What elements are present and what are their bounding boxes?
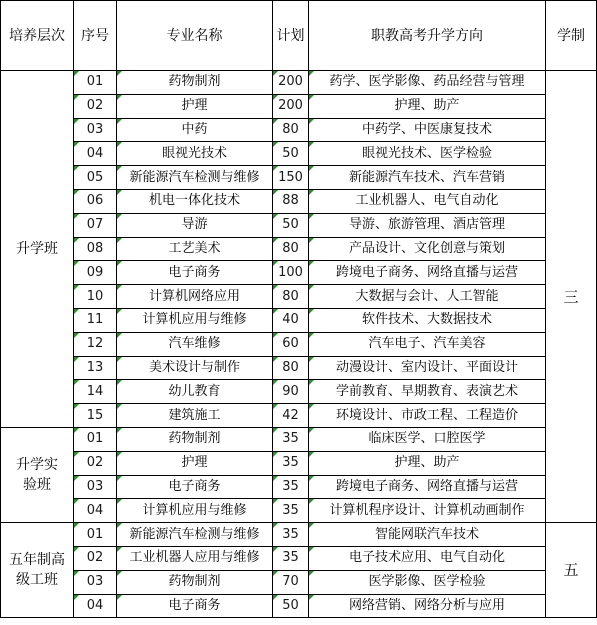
table-row [1,570,597,594]
direction-cell: 中药学、中医康复技术 [309,118,546,142]
plan-cell: 35 [273,546,309,570]
table-row [1,523,597,547]
major-cell: 汽车维修 [117,332,273,356]
plan-cell: 80 [273,356,309,380]
plan-cell: 150 [273,166,309,190]
plan-cell: 35 [273,451,309,475]
seq-cell: 01 [74,523,117,547]
header-seq: 序号 [74,1,117,71]
major-cell: 计算机应用与维修 [117,308,273,332]
direction-cell: 汽车电子、汽车美容 [309,332,546,356]
direction-cell: 网络营销、网络分析与应用 [309,594,546,618]
table-row [1,332,597,356]
direction-cell: 动漫设计、室内设计、平面设计 [309,356,546,380]
major-cell: 建筑施工 [117,404,273,428]
direction-cell: 软件技术、大数据技术 [309,308,546,332]
header-major: 专业名称 [117,1,273,71]
plan-cell: 35 [273,523,309,547]
seq-cell: 02 [74,546,117,570]
plan-cell: 80 [273,237,309,261]
table-header-row [1,1,597,71]
seq-cell: 02 [74,94,117,118]
table-row [1,94,597,118]
direction-cell: 药学、医学影像、药品经营与管理 [309,71,546,95]
plan-cell: 60 [273,332,309,356]
direction-cell: 智能网联汽车技术 [309,523,546,547]
plan-cell: 80 [273,285,309,309]
major-cell: 计算机网络应用 [117,285,273,309]
plan-cell: 200 [273,94,309,118]
table-row [1,594,597,618]
seq-cell: 14 [74,380,117,404]
direction-cell: 环境设计、市政工程、工程造价 [309,404,546,428]
major-cell: 电子商务 [117,261,273,285]
duration-cell: 五 [546,523,597,618]
header-direction: 职教高考升学方向 [309,1,546,71]
direction-cell: 眼视光技术、医学检验 [309,142,546,166]
direction-cell: 工业机器人、电气自动化 [309,189,546,213]
table-row [1,404,597,428]
seq-cell: 04 [74,594,117,618]
level-group-cell: 升学实验班 [1,427,74,522]
table-row [1,499,597,523]
direction-cell: 导游、旅游管理、酒店管理 [309,213,546,237]
table-row [1,237,597,261]
seq-cell: 15 [74,404,117,428]
plan-cell: 80 [273,118,309,142]
table-row [1,285,597,309]
major-cell: 工业机器人应用与维修 [117,546,273,570]
seq-cell: 07 [74,213,117,237]
plan-cell: 50 [273,213,309,237]
direction-cell: 产品设计、文化创意与策划 [309,237,546,261]
major-cell: 幼儿教育 [117,380,273,404]
direction-cell: 护理、助产 [309,94,546,118]
major-cell: 机电一体化技术 [117,189,273,213]
seq-cell: 11 [74,308,117,332]
plan-cell: 42 [273,404,309,428]
duration-cell: 三 [546,71,597,523]
plan-cell: 35 [273,475,309,499]
direction-cell: 跨境电子商务、网络直播与运营 [309,475,546,499]
direction-cell: 学前教育、早期教育、表演艺术 [309,380,546,404]
table-row [1,308,597,332]
plan-cell: 50 [273,142,309,166]
direction-cell: 计算机程序设计、计算机动画制作 [309,499,546,523]
plan-cell: 35 [273,427,309,451]
major-cell: 导游 [117,213,273,237]
table-row [1,261,597,285]
major-cell: 新能源汽车检测与维修 [117,166,273,190]
table-row [1,166,597,190]
table-row [1,213,597,237]
table-row [1,427,597,451]
seq-cell: 03 [74,570,117,594]
seq-cell: 04 [74,142,117,166]
seq-cell: 09 [74,261,117,285]
table-row [1,356,597,380]
table-body [1,71,597,618]
major-cell: 工艺美术 [117,237,273,261]
plan-cell: 200 [273,71,309,95]
seq-cell: 04 [74,499,117,523]
seq-cell: 05 [74,166,117,190]
major-cell: 中药 [117,118,273,142]
seq-cell: 03 [74,475,117,499]
table-row [1,546,597,570]
direction-cell: 跨境电子商务、网络直播与运营 [309,261,546,285]
table-row [1,189,597,213]
plan-cell: 100 [273,261,309,285]
major-cell: 电子商务 [117,594,273,618]
major-cell: 美术设计与制作 [117,356,273,380]
major-cell: 药物制剂 [117,71,273,95]
direction-cell: 新能源汽车技术、汽车营销 [309,166,546,190]
header-level: 培养层次 [1,1,74,71]
seq-cell: 01 [74,71,117,95]
seq-cell: 13 [74,356,117,380]
plan-cell: 40 [273,308,309,332]
table-row [1,380,597,404]
level-group-cell: 五年制高级工班 [1,523,74,618]
direction-cell: 医学影像、医学检验 [309,570,546,594]
major-cell: 新能源汽车检测与维修 [117,523,273,547]
direction-cell: 电子技术应用、电气自动化 [309,546,546,570]
plan-cell: 88 [273,189,309,213]
plan-cell: 35 [273,499,309,523]
direction-cell: 护理、助产 [309,451,546,475]
major-cell: 电子商务 [117,475,273,499]
major-cell: 护理 [117,451,273,475]
seq-cell: 12 [74,332,117,356]
seq-cell: 10 [74,285,117,309]
major-cell: 药物制剂 [117,427,273,451]
table-row [1,71,597,95]
major-cell: 药物制剂 [117,570,273,594]
level-group-cell: 升学班 [1,71,74,428]
major-cell: 眼视光技术 [117,142,273,166]
header-duration: 学制 [546,1,597,71]
header-plan: 计划 [273,1,309,71]
table-row [1,118,597,142]
seq-cell: 02 [74,451,117,475]
plan-cell: 50 [273,594,309,618]
major-cell: 计算机应用与维修 [117,499,273,523]
table-row [1,475,597,499]
seq-cell: 03 [74,118,117,142]
plan-cell: 90 [273,380,309,404]
table-row [1,142,597,166]
seq-cell: 06 [74,189,117,213]
seq-cell: 01 [74,427,117,451]
table-row [1,451,597,475]
direction-cell: 临床医学、口腔医学 [309,427,546,451]
seq-cell: 08 [74,237,117,261]
major-cell: 护理 [117,94,273,118]
direction-cell: 大数据与会计、人工智能 [309,285,546,309]
plan-cell: 70 [273,570,309,594]
